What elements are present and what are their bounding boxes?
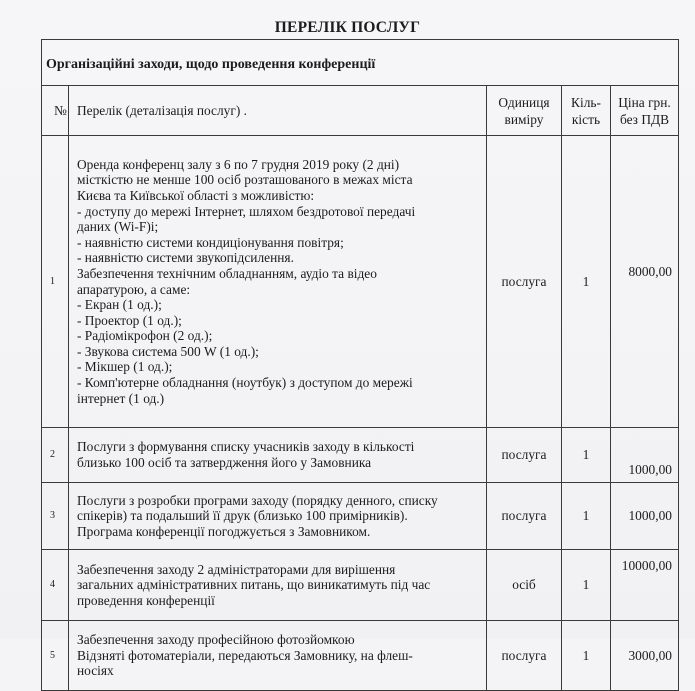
row-unit: послуга — [487, 621, 562, 691]
description-line: Забезпечення технічним обладнанням, аудіо та відео — [77, 265, 377, 281]
description-line: інтернет (1 од.) — [77, 390, 165, 406]
description-line: - доступу до мережі Інтернет, шляхом бездротової передачі — [77, 203, 416, 219]
row-quantity: 1 — [562, 136, 611, 428]
description-line: - наявністю системи кондиціонування повітря; — [77, 234, 344, 250]
table-header-row — [42, 86, 679, 136]
description-line: - Радіомікрофон (2 од.); — [77, 328, 213, 344]
description-line: Програма конференції погоджується з Замовником. — [77, 523, 371, 539]
description-line: проведення конференції — [77, 592, 215, 608]
row-quantity: 1 — [562, 483, 611, 550]
description-line: - Звукова система 500 W (1 од.); — [77, 343, 259, 359]
row-price: 8000,00 — [611, 136, 679, 428]
header-no: № — [42, 86, 69, 136]
description-line: - Мікшер (1 од.); — [77, 359, 173, 375]
row-unit: осіб — [487, 550, 562, 621]
header-quantity-line: Кіль- — [571, 94, 601, 110]
description-line: місткістю не менше 100 осіб розташованого в межах міста — [77, 172, 413, 188]
description-line: апаратурою, а саме: — [77, 281, 191, 297]
header-price — [611, 86, 679, 136]
description-line: Києва та Київської області з можливістю: — [77, 187, 315, 203]
description-line: носіях — [77, 663, 114, 679]
section-heading-row — [42, 40, 679, 86]
table-row — [42, 483, 679, 550]
row-price: 1000,00 — [611, 483, 679, 550]
description-line: - Екран (1 од.); — [77, 297, 162, 313]
document-title: ПЕРЕЛІК ПОСЛУГ — [274, 19, 421, 36]
row-number: 3 — [42, 483, 69, 550]
header-unit-line: виміру — [504, 111, 544, 127]
header-unit-line: Одиниця — [498, 94, 550, 110]
description-line: Послуги з формування списку учасників заходу в кількості — [77, 439, 415, 455]
description-line: близько 100 осіб та затвердження його у Замовника — [77, 455, 372, 470]
header-unit — [487, 86, 562, 136]
table-row — [42, 550, 679, 621]
description-line: Забезпечення заходу професійною фотозйомкою — [77, 632, 355, 648]
row-price: 1000,00 — [611, 428, 679, 483]
row-description — [69, 483, 487, 550]
header-quantity-line: кість — [571, 111, 601, 127]
row-number: 2 — [42, 428, 69, 483]
description-line: - наявністю системи звукопідсилення. — [77, 250, 294, 266]
description-line: даних (Wi-F)і; — [77, 219, 159, 235]
description-line: - Проектор (1 од.); — [77, 312, 182, 328]
row-price: 10000,00 — [611, 550, 679, 621]
description-line: Послуги з розробки програми заходу (порядку денного, списку — [77, 492, 438, 508]
row-unit: послуга — [487, 428, 562, 483]
services-table — [41, 39, 679, 691]
description-line: спікерів) та подальший її друк (близько 100 примірників). — [77, 508, 408, 524]
header-description: Перелік (деталізація послуг) . — [69, 86, 487, 136]
row-quantity: 1 — [562, 428, 611, 483]
row-unit: послуга — [487, 483, 562, 550]
row-description — [69, 550, 487, 621]
table-row — [42, 428, 679, 483]
description-line: Оренда конференц залу з 6 по 7 грудня 2019 року (2 дні) — [77, 156, 400, 172]
row-description — [69, 136, 487, 428]
table-row — [42, 136, 679, 428]
table-row — [42, 621, 679, 691]
description-line: - Комп'ютерне обладнання (ноутбук) з доступом до мережі — [77, 375, 413, 391]
header-price-line: Ціна грн. — [618, 94, 671, 110]
section-heading: Організаційні заходи, щодо проведення конференції — [42, 40, 679, 86]
description-line: Відзняті фотоматеріали, передаються Замовнику, на флеш- — [77, 647, 413, 663]
row-description — [69, 621, 487, 691]
description-line: загальних адміністративних питань, що виникатимуть під час — [77, 577, 431, 593]
row-number: 4 — [42, 550, 69, 621]
header-price-line: без ПДВ — [619, 111, 670, 127]
description-line: Забезпечення заходу 2 адміністраторами для вирішення — [77, 561, 396, 577]
row-description — [69, 428, 487, 483]
row-number: 1 — [42, 136, 69, 428]
row-unit: послуга — [487, 136, 562, 428]
row-number: 5 — [42, 621, 69, 691]
header-quantity — [562, 86, 611, 136]
row-quantity: 1 — [562, 550, 611, 621]
row-price: 3000,00 — [611, 621, 679, 691]
row-quantity: 1 — [562, 621, 611, 691]
